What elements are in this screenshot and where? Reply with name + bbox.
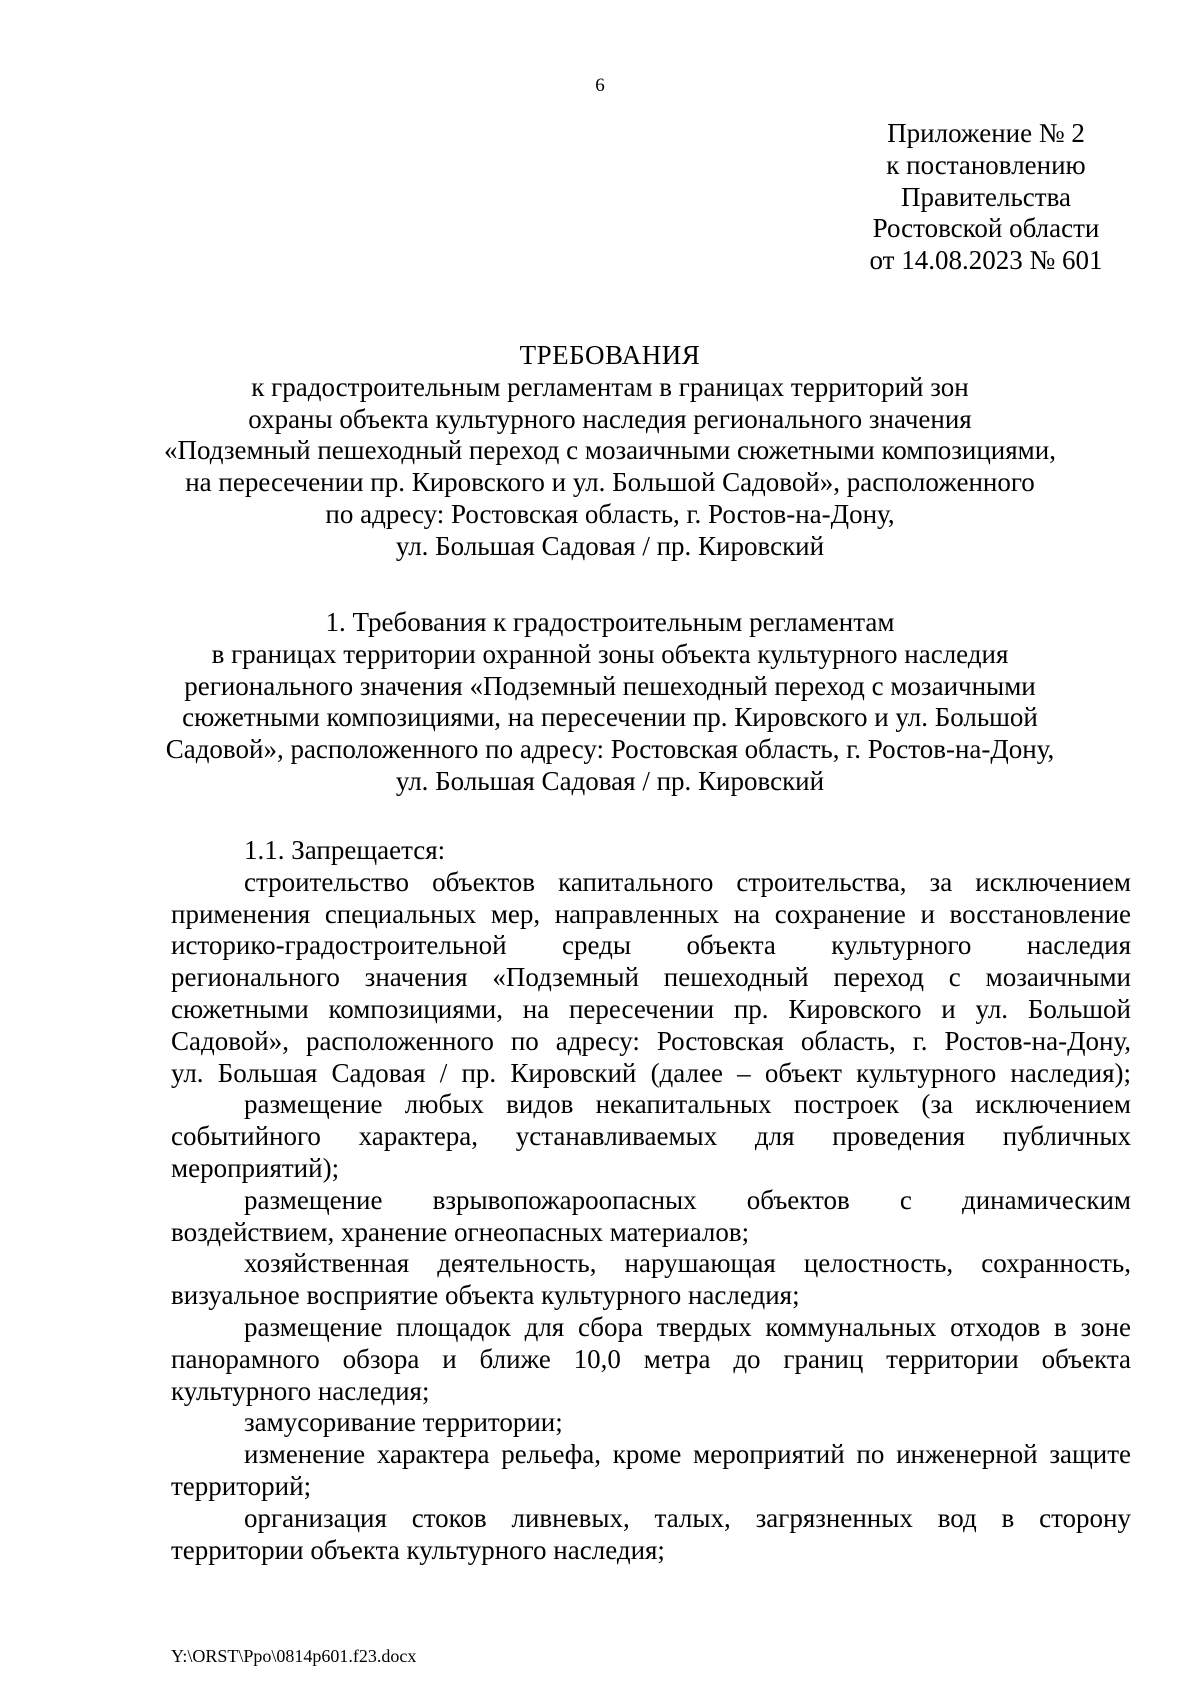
title-line: по адресу: Ростовская область, г. Ростов-на-Дону, [325, 498, 895, 529]
paragraph-line: визуальное восприятие объекта культурного наследия; [171, 1280, 800, 1311]
paragraph-line: мероприятий); [171, 1152, 340, 1183]
page-number: 6 [595, 75, 605, 96]
paragraph-line: регионального значения «Подземный пешеходный переход с мозаичными [171, 962, 1131, 993]
paragraph-line: применения специальных мер, направленных на сохранение и восстановление [171, 898, 1131, 929]
paragraph-line: размещение взрывопожароопасных объектов с динамическим [244, 1184, 1131, 1215]
paragraph-line: ул. Большая Садовая / пр. Кировский (далее – объект культурного наследия); [171, 1057, 1131, 1088]
appendix-line: Ростовской области [872, 213, 1100, 244]
section-title-line: сюжетными композициями, на пересечении пр. Кировского и ул. Большой [182, 702, 1038, 733]
title-line: ул. Большая Садовая / пр. Кировский [395, 530, 825, 561]
paragraph-line: замусоривание территории; [244, 1407, 563, 1438]
appendix-line: от 14.08.2023 № 601 [869, 245, 1103, 276]
paragraph-line: событийного характера, устанавливаемых для проведения публичных [171, 1121, 1131, 1152]
paragraph-line: хозяйственная деятельность, нарушающая целостность, сохранность, [244, 1248, 1131, 1279]
title-line: к градостроительным регламентам в границах территорий зон [251, 371, 969, 402]
appendix-line: к постановлению [886, 149, 1086, 180]
body-text [171, 835, 1131, 1566]
section-title-line: в границах территории охранной зоны объекта культурного наследия [211, 638, 1009, 669]
title-line: на пересечении пр. Кировского и ул. Большой Садовой», расположенного [185, 467, 1035, 498]
paragraph-line: изменение характера рельефа, кроме мероприятий по инженерной защите [244, 1439, 1131, 1470]
paragraph-line: строительство объектов капитального строительства, за исключением [244, 866, 1131, 897]
section-title-line: регионального значения «Подземный пешеходный переход с мозаичными [184, 670, 1036, 701]
paragraph-line: воздействием, хранение огнеопасных материалов; [171, 1216, 750, 1247]
paragraph-line: Садовой», расположенного по адресу: Ростовская область, г. Ростов-на-Дону, [171, 1025, 1131, 1056]
paragraph-line: размещение любых видов некапитальных построек (за исключением [244, 1089, 1131, 1120]
footer-file-path: Y:\ORST\Ppo\0814p601.f23.docx [171, 1646, 417, 1666]
paragraph-line: территории объекта культурного наследия; [171, 1534, 665, 1565]
paragraph-line: историко-градостроительной среды объекта культурного наследия [171, 930, 1131, 961]
appendix-block [836, 118, 1136, 277]
section-title-line: 1. Требования к градостроительным регламентам [325, 607, 895, 637]
paragraph-line: культурного наследия; [171, 1375, 430, 1406]
title-line: «Подземный пешеходный переход с мозаичными сюжетными композициями, [164, 435, 1056, 466]
appendix-line: Правительства [901, 181, 1071, 212]
subsection-heading: 1.1. Запрещается: [244, 835, 446, 865]
section-title-line: Садовой», расположенного по адресу: Ростовская область, г. Ростов-на-Дону, [165, 734, 1055, 765]
paragraph-line: территорий; [171, 1470, 312, 1501]
paragraph-line: организация стоков ливневых, талых, загрязненных вод в сторону [244, 1502, 1131, 1533]
section-title-line: ул. Большая Садовая / пр. Кировский [395, 765, 825, 796]
title-line: охраны объекта культурного наследия регионального значения [248, 403, 972, 434]
paragraph-line: панорамного обзора и ближе 10,0 метра до границ территории объекта [171, 1343, 1131, 1374]
appendix-line: Приложение № 2 [887, 118, 1085, 148]
title-heading: ТРЕБОВАНИЯ [519, 340, 701, 370]
paragraph-line: сюжетными композициями, на пересечении пр. Кировского и ул. Большой [171, 993, 1131, 1024]
section-1-title [140, 607, 1080, 798]
paragraph-line: размещение площадок для сбора твердых коммунальных отходов в зоне [244, 1311, 1131, 1342]
document-title [140, 340, 1080, 563]
